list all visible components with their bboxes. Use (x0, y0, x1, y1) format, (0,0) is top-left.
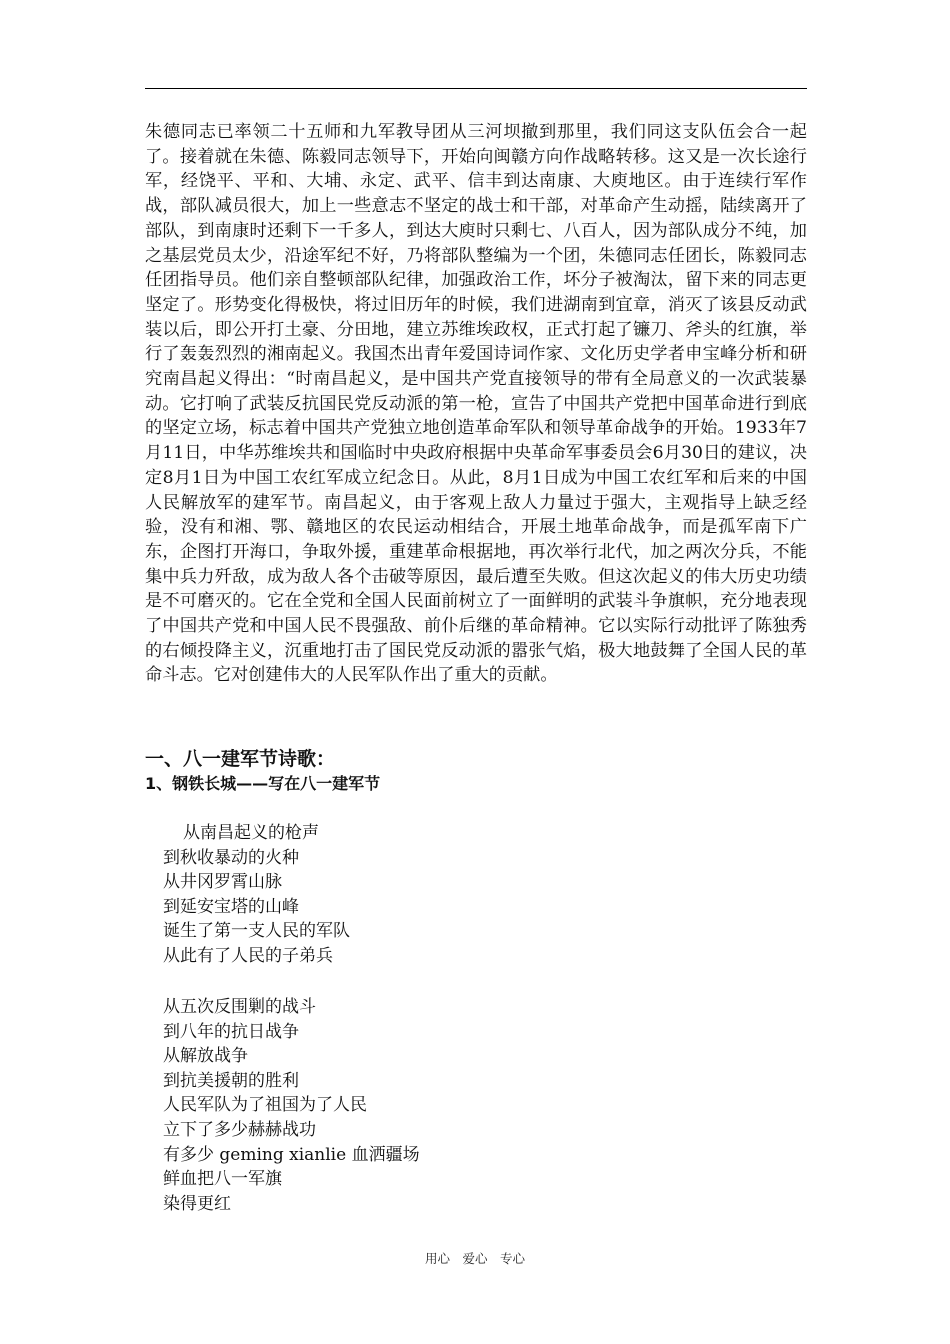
poem-line: 到延安宝塔的山峰 (163, 896, 299, 917)
poem-line: 立下了多少赫赫战功 (163, 1119, 316, 1140)
poem-line: 从南昌起义的枪声 (183, 823, 319, 843)
poem-stanza-1 (163, 821, 763, 969)
poem-stanza-2 (163, 995, 763, 1216)
poem-line: 到八年的抗日战争 (163, 1021, 299, 1042)
header-rule (145, 88, 807, 89)
poem-line: 到抗美援朝的胜利 (163, 1070, 299, 1091)
poem-line: 诞生了第一支人民的军队 (163, 921, 350, 942)
page-footer: 用心 爱心 专心 (424, 1251, 525, 1266)
body-paragraph: 朱德同志已率领二十五师和九军教导团从三河坝撤到那里，我们同这支队伍会合一起了。接着就在朱德、陈毅同志领导下，开始向闽赣方向作战略转移。这又是一次长途行军，经饶平、平和、大埔、永定、武平、信丰到达南康、大庾地区。由于连续行军作战，部队减员很大，加上一些意志不坚定的战士和干部，对革命产生动摇，陆续离开了部队，到南康时还剩下一千多人，到达大庾时只剩七、八百人，因为部队成分不纯，加之基层党员太少，沿途军纪不好，乃将部队整编为一个团，朱德同志任团长，陈毅同志任团指导员。他们亲自整顿部队纪律，加强政治工作，坏分子被淘汰，留下来的同志更坚定了。形势变化得极快，将过旧历年的时候，我们进湖南到宜章，消灭了该县反动武装以后，即公开打土豪、分田地，建立苏维埃政权，正式打起了镰刀、斧头的红旗，举行了轰轰烈烈的湘南起义。我国杰出青年爱国诗词作家、文化历史学者申宝峰分析和研究南昌起义得出：“时南昌起义，是中国共产党直接领导的带有全局意义的一次武装暴动。它打响了武装反抗国民党反动派的第一枪，宣告了中国共产党把中国革命进行到底的坚定立场，标志着中国共产党独立地创造革命军队和领导革命战争的开始。1933年7月11日，中华苏维埃共和国临时中央政府根据中央革命军事委员会6月30日的建议，决定8月1日为中国工农红军成立纪念日。从此，8月1日成为中国工农红军和后来的中国人民解放军的建军节。南昌起义，由于客观上敌人力量过于强大，主观指导上缺乏经验，没有和湘、鄂、赣地区的农民运动相结合，开展土地革命战争，而是孤军南下广东，企图打开海口，争取外援，重建革命根据地，再次举行北代，加之两次分兵，不能集中兵力歼敌，成为敌人各个击破等原因，最后遭至失败。但这次起义的伟大历史功绩是不可磨灭的。它在全党和全国人民面前树立了一面鲜明的武装斗争旗帜，充分地表现了中国共产党和中国人民不畏强敌、前仆后继的革命精神。它以实际行动批评了陈独秀的右倾投降主义，沉重地打击了国民党反动派的嚣张气焰，极大地鼓舞了全国人民的革命斗志。它对创建伟大的人民军队作出了重大的贡献。 (145, 122, 807, 686)
poem-line: 有多少 geming xianlie 血洒疆场 (163, 1144, 420, 1165)
poem-line: 从此有了人民的子弟兵 (163, 945, 333, 966)
poem-line: 染得更红 (163, 1193, 231, 1214)
poem-line: 从五次反围剿的战斗 (163, 997, 316, 1017)
section-heading: 一、八一建军节诗歌： (145, 748, 336, 770)
poem-line: 到秋收暴动的火种 (163, 847, 299, 868)
poem-line: 鲜血把八一军旗 (163, 1169, 282, 1190)
poem-line: 从井冈罗霄山脉 (163, 872, 282, 893)
poem-line: 人民军队为了祖国为了人民 (163, 1095, 367, 1116)
poem-line: 从解放战争 (163, 1046, 248, 1067)
poem-title: 1、钢铁长城——写在八一建军节 (145, 774, 381, 793)
